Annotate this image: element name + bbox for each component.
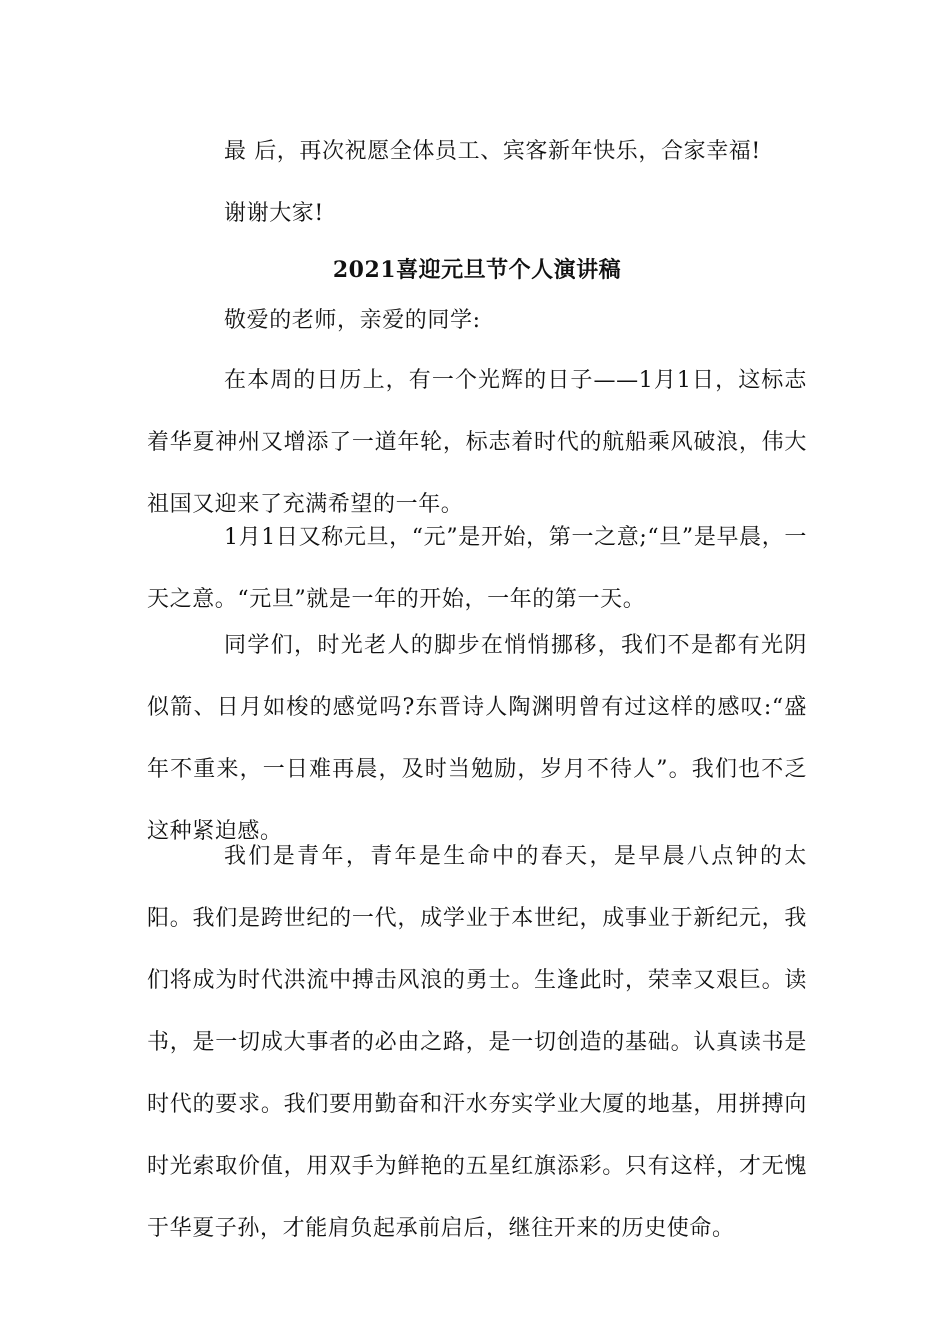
speech-title: 2021喜迎元旦节个人演讲稿 <box>332 257 622 283</box>
paragraph-1: 在本周的日历上，有一个光辉的日子——1月1日，这标志着华夏神州又增添了一道年轮，标志着时代的航船乘风破浪，伟大祖国又迎来了充满希望的一年。 <box>147 368 807 517</box>
paragraph-3: 同学们，时光老人的脚步在悄悄挪移，我们不是都有光阴似箭、日月如梭的感觉吗?东晋诗人陶渊明曾有过这样的感叹:“盛年不重来，一日难再晨，及时当勉励，岁月不待人”。我们也不乏这种紧迫感。 <box>147 633 807 844</box>
thanks-line: 谢谢大家! <box>224 201 324 226</box>
paragraph-4: 我们是青年，青年是生命中的春天，是早晨八点钟的太阳。我们是跨世纪的一代，成学业于本世纪，成事业于新纪元，我们将成为时代洪流中搏击风浪的勇士。生逢此时，荣幸又艰巨。读书，是一切成大事者的必由之路，是一切创造的基础。认真读书是时代的要求。我们要用勤奋和汗水夯实学业大厦的地基，用拼搏向时光索取价值，用双手为鲜艳的五星红旗添彩。只有这样，才无愧于华夏子孙，才能肩负起承前启后，继往开来的历史使命。 <box>147 844 807 1241</box>
closing-wish-line: 最 后，再次祝愿全体员工、宾客新年快乐，合家幸福! <box>224 139 761 164</box>
greeting-line: 敬爱的老师，亲爱的同学: <box>224 308 481 333</box>
paragraph-2: 1月1日又称元旦，“元”是开始，第一之意;“旦”是早晨，一天之意。“元旦”就是一年的开始，一年的第一天。 <box>147 525 807 612</box>
